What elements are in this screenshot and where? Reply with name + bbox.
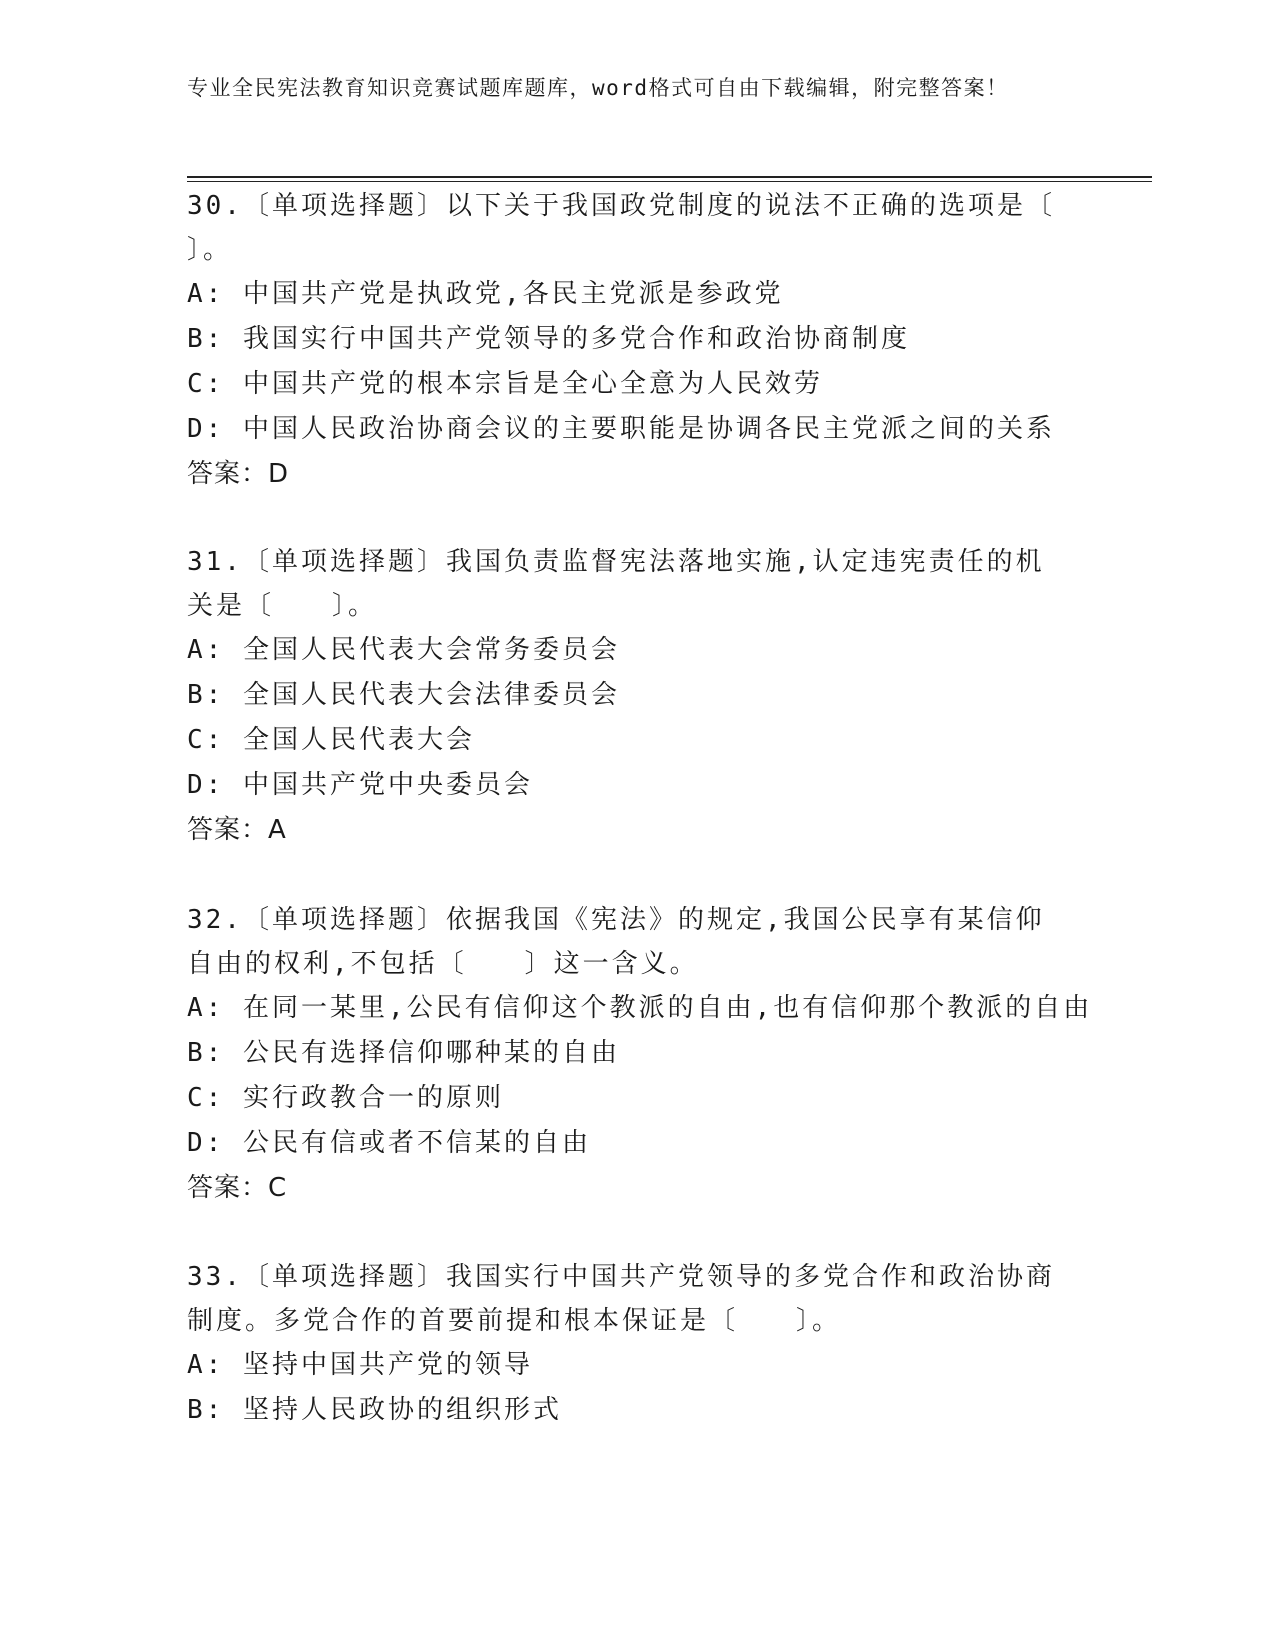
option-a: A: 在同一某里,公民有信仰这个教派的自由,也有信仰那个教派的自由 [187,993,1093,1023]
question-31 [187,540,1067,853]
question-stem: 32.〔单项选择题〕依据我国《宪法》的规定,我国公民享有某信仰自由的权利,不包括〔 〕这一含义。 [187,905,1045,979]
option-a: A: 坚持中国共产党的领导 [187,1350,533,1380]
option-b: B: 坚持人民政协的组织形式 [187,1395,562,1425]
option-b: B: 公民有选择信仰哪种某的自由 [187,1038,620,1068]
option-a: A: 全国人民代表大会常务委员会 [187,635,620,665]
option-c: C: 实行政教合一的原则 [187,1083,504,1113]
question-stem: 31.〔单项选择题〕我国负责监督宪法落地实施,认定违宪责任的机关是〔 〕。 [187,547,1045,621]
option-a: A: 中国共产党是执政党,各民主党派是参政党 [187,279,784,309]
question-32 [187,898,1093,1211]
answer: 答案：C [187,1173,288,1203]
option-d: D: 公民有信或者不信某的自由 [187,1128,591,1158]
question-33 [187,1255,1067,1433]
header-divider-thin [187,181,1152,182]
option-d: D: 中国共产党中央委员会 [187,770,533,800]
option-c: C: 中国共产党的根本宗旨是全心全意为人民效劳 [187,369,823,399]
option-d: D: 中国人民政治协商会议的主要职能是协调各民主党派之间的关系 [187,414,1055,444]
question-stem: 30.〔单项选择题〕以下关于我国政党制度的说法不正确的选项是〔 〕。 [187,191,1055,265]
answer: 答案：D [187,459,290,489]
answer: 答案：A [187,815,287,845]
document-header: 专业全民宪法教育知识竞赛试题库题库，word格式可自由下载编辑，附完整答案！ [187,76,1009,100]
question-stem: 33.〔单项选择题〕我国实行中国共产党领导的多党合作和政治协商制度。多党合作的首要前提和根本保证是〔 〕。 [187,1262,1055,1336]
option-c: C: 全国人民代表大会 [187,725,475,755]
header-divider [187,176,1152,178]
option-b: B: 全国人民代表大会法律委员会 [187,680,620,710]
question-30 [187,184,1067,497]
option-b: B: 我国实行中国共产党领导的多党合作和政治协商制度 [187,324,910,354]
